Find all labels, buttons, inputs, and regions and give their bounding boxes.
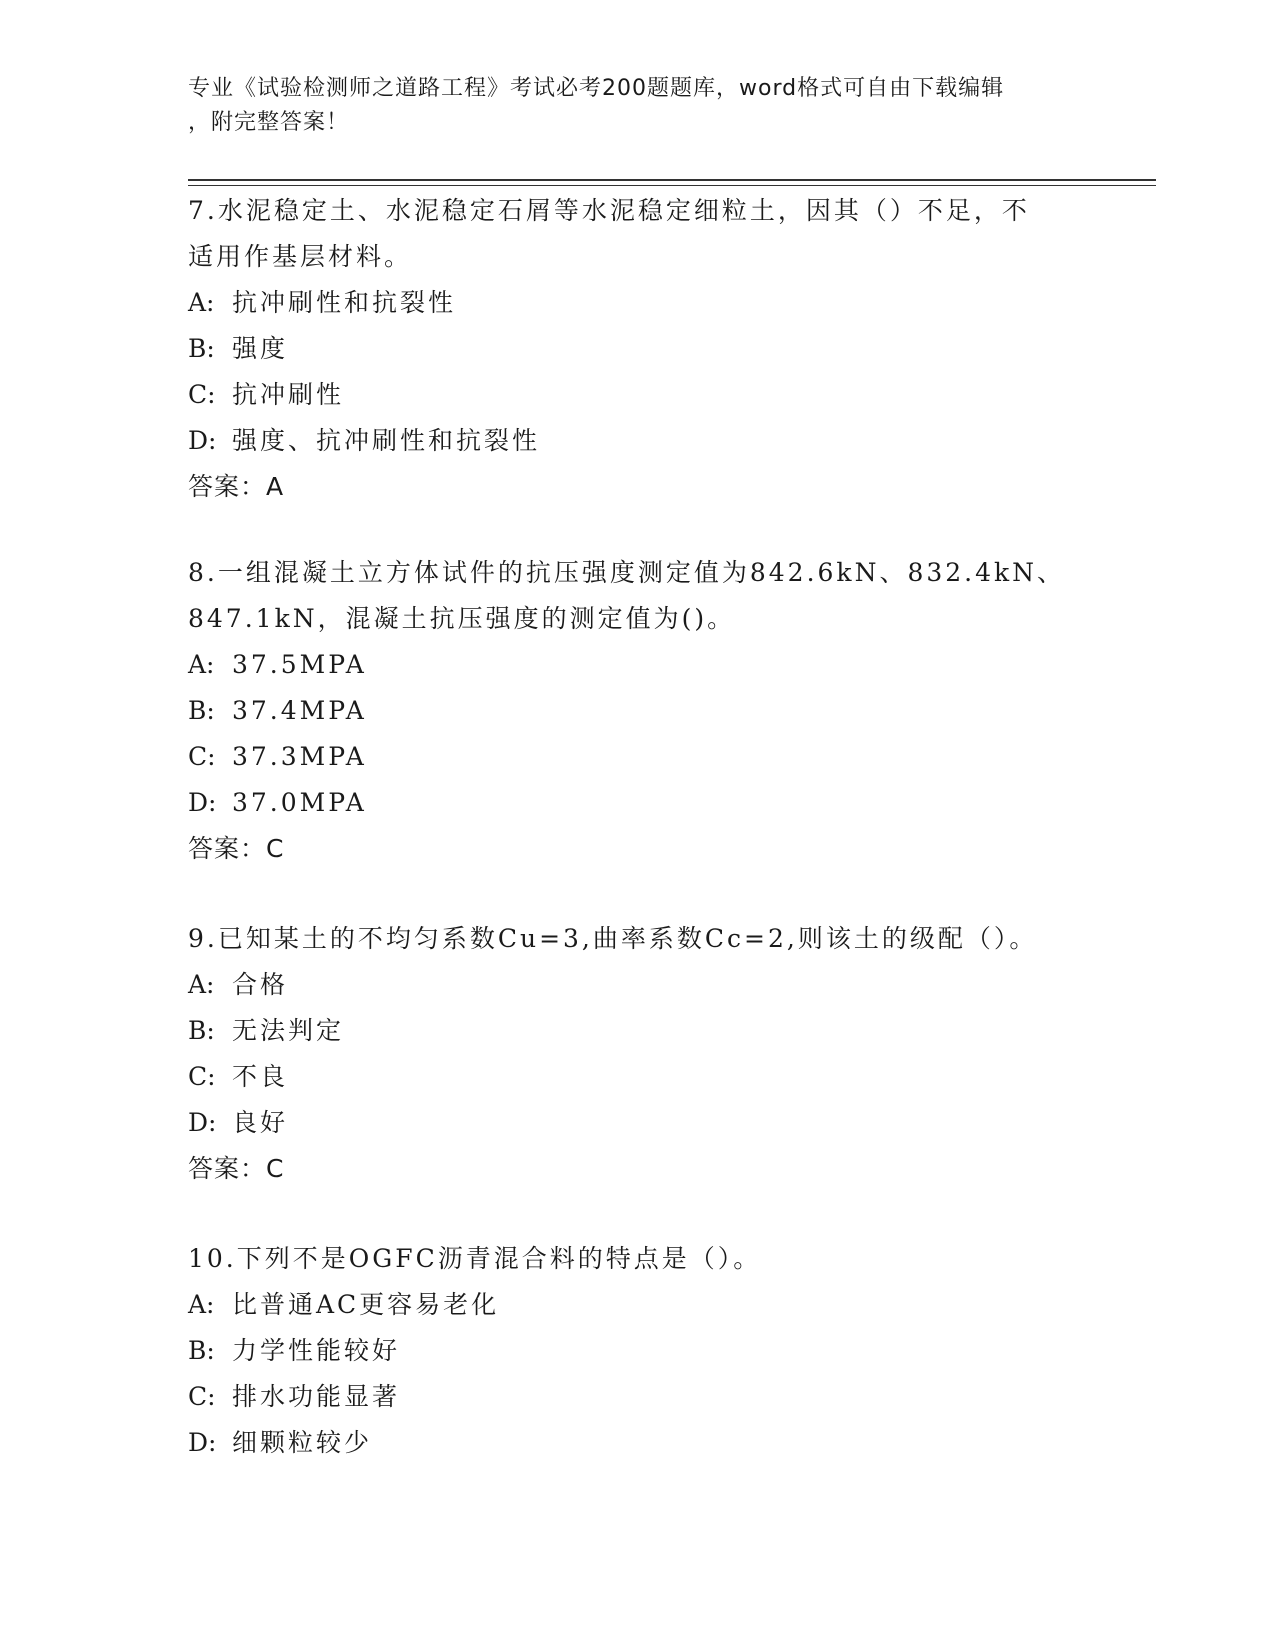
- question-9: [188, 916, 1068, 1192]
- answer-line: 答案：C: [188, 834, 285, 863]
- option-text: 37.4MPA: [232, 696, 367, 725]
- header-title-continuation: ，附完整答案！: [188, 110, 350, 135]
- option-letter: A:: [188, 1290, 215, 1319]
- option-a: [188, 280, 1068, 326]
- option-text: 37.5MPA: [232, 650, 367, 679]
- option-text: 抗冲刷性和抗裂性: [232, 288, 457, 317]
- header-divider-top: [188, 179, 1156, 181]
- option-letter: C:: [188, 742, 216, 771]
- option-letter: D:: [188, 1428, 217, 1457]
- option-letter: C:: [188, 380, 216, 409]
- option-c: [188, 372, 1068, 418]
- question-7: [188, 188, 1068, 510]
- question-stem-line: 7.水泥稳定土、水泥稳定石屑等水泥稳定细粒土，因其（）不足，不: [188, 196, 1030, 225]
- answer-line: 答案：C: [188, 1154, 285, 1183]
- header-divider-bottom: [188, 185, 1156, 186]
- option-text: 比普通AC更容易老化: [232, 1290, 500, 1319]
- answer-line: 答案：A: [188, 472, 285, 501]
- option-text: 强度、抗冲刷性和抗裂性: [232, 426, 541, 455]
- option-text: 合格: [232, 970, 289, 999]
- option-d: [188, 780, 1068, 826]
- option-text: 抗冲刷性: [232, 380, 345, 409]
- header-title-line: 专业《试验检测师之道路工程》考试必考200题题库，word格式可自由下载编辑: [188, 76, 1005, 101]
- question-stem-line: 9.已知某土的不均匀系数Cu=3,曲率系数Cc=2,则该土的级配（）。: [188, 924, 1038, 953]
- option-letter: B:: [188, 696, 215, 725]
- option-letter: D:: [188, 426, 217, 455]
- question-10: [188, 1236, 1068, 1466]
- option-c: [188, 1054, 1068, 1100]
- option-a: [188, 642, 1068, 688]
- option-text: 无法判定: [232, 1016, 345, 1045]
- option-letter: C:: [188, 1382, 216, 1411]
- option-text: 37.3MPA: [232, 742, 367, 771]
- option-c: [188, 1374, 1068, 1420]
- option-d: [188, 1420, 1068, 1466]
- option-letter: C:: [188, 1062, 216, 1091]
- option-b: [188, 1008, 1068, 1054]
- option-text: 排水功能显著: [232, 1382, 401, 1411]
- option-text: 力学性能较好: [232, 1336, 401, 1365]
- option-letter: D:: [188, 1108, 217, 1137]
- document-header: [188, 72, 1068, 140]
- option-letter: B:: [188, 1336, 215, 1365]
- option-text: 强度: [232, 334, 289, 363]
- option-letter: D:: [188, 788, 217, 817]
- question-stem-line: 847.1kN，混凝土抗压强度的测定值为()。: [188, 604, 736, 633]
- question-8: [188, 550, 1068, 872]
- option-b: [188, 326, 1068, 372]
- option-text: 良好: [232, 1108, 289, 1137]
- option-b: [188, 688, 1068, 734]
- option-a: [188, 1282, 1068, 1328]
- question-stem-line: 8.一组混凝土立方体试件的抗压强度测定值为842.6kN、832.4kN、: [188, 558, 1066, 587]
- question-stem-line: 10.下列不是OGFC沥青混合料的特点是（）。: [188, 1244, 762, 1273]
- question-stem-line: 适用作基层材料。: [188, 242, 413, 271]
- option-letter: B:: [188, 334, 215, 363]
- option-c: [188, 734, 1068, 780]
- option-a: [188, 962, 1068, 1008]
- option-text: 细颗粒较少: [232, 1428, 373, 1457]
- option-letter: A:: [188, 288, 215, 317]
- option-text: 37.0MPA: [232, 788, 367, 817]
- option-letter: A:: [188, 970, 215, 999]
- option-letter: A:: [188, 650, 215, 679]
- option-d: [188, 418, 1068, 464]
- option-b: [188, 1328, 1068, 1374]
- option-text: 不良: [232, 1062, 289, 1091]
- option-d: [188, 1100, 1068, 1146]
- option-letter: B:: [188, 1016, 215, 1045]
